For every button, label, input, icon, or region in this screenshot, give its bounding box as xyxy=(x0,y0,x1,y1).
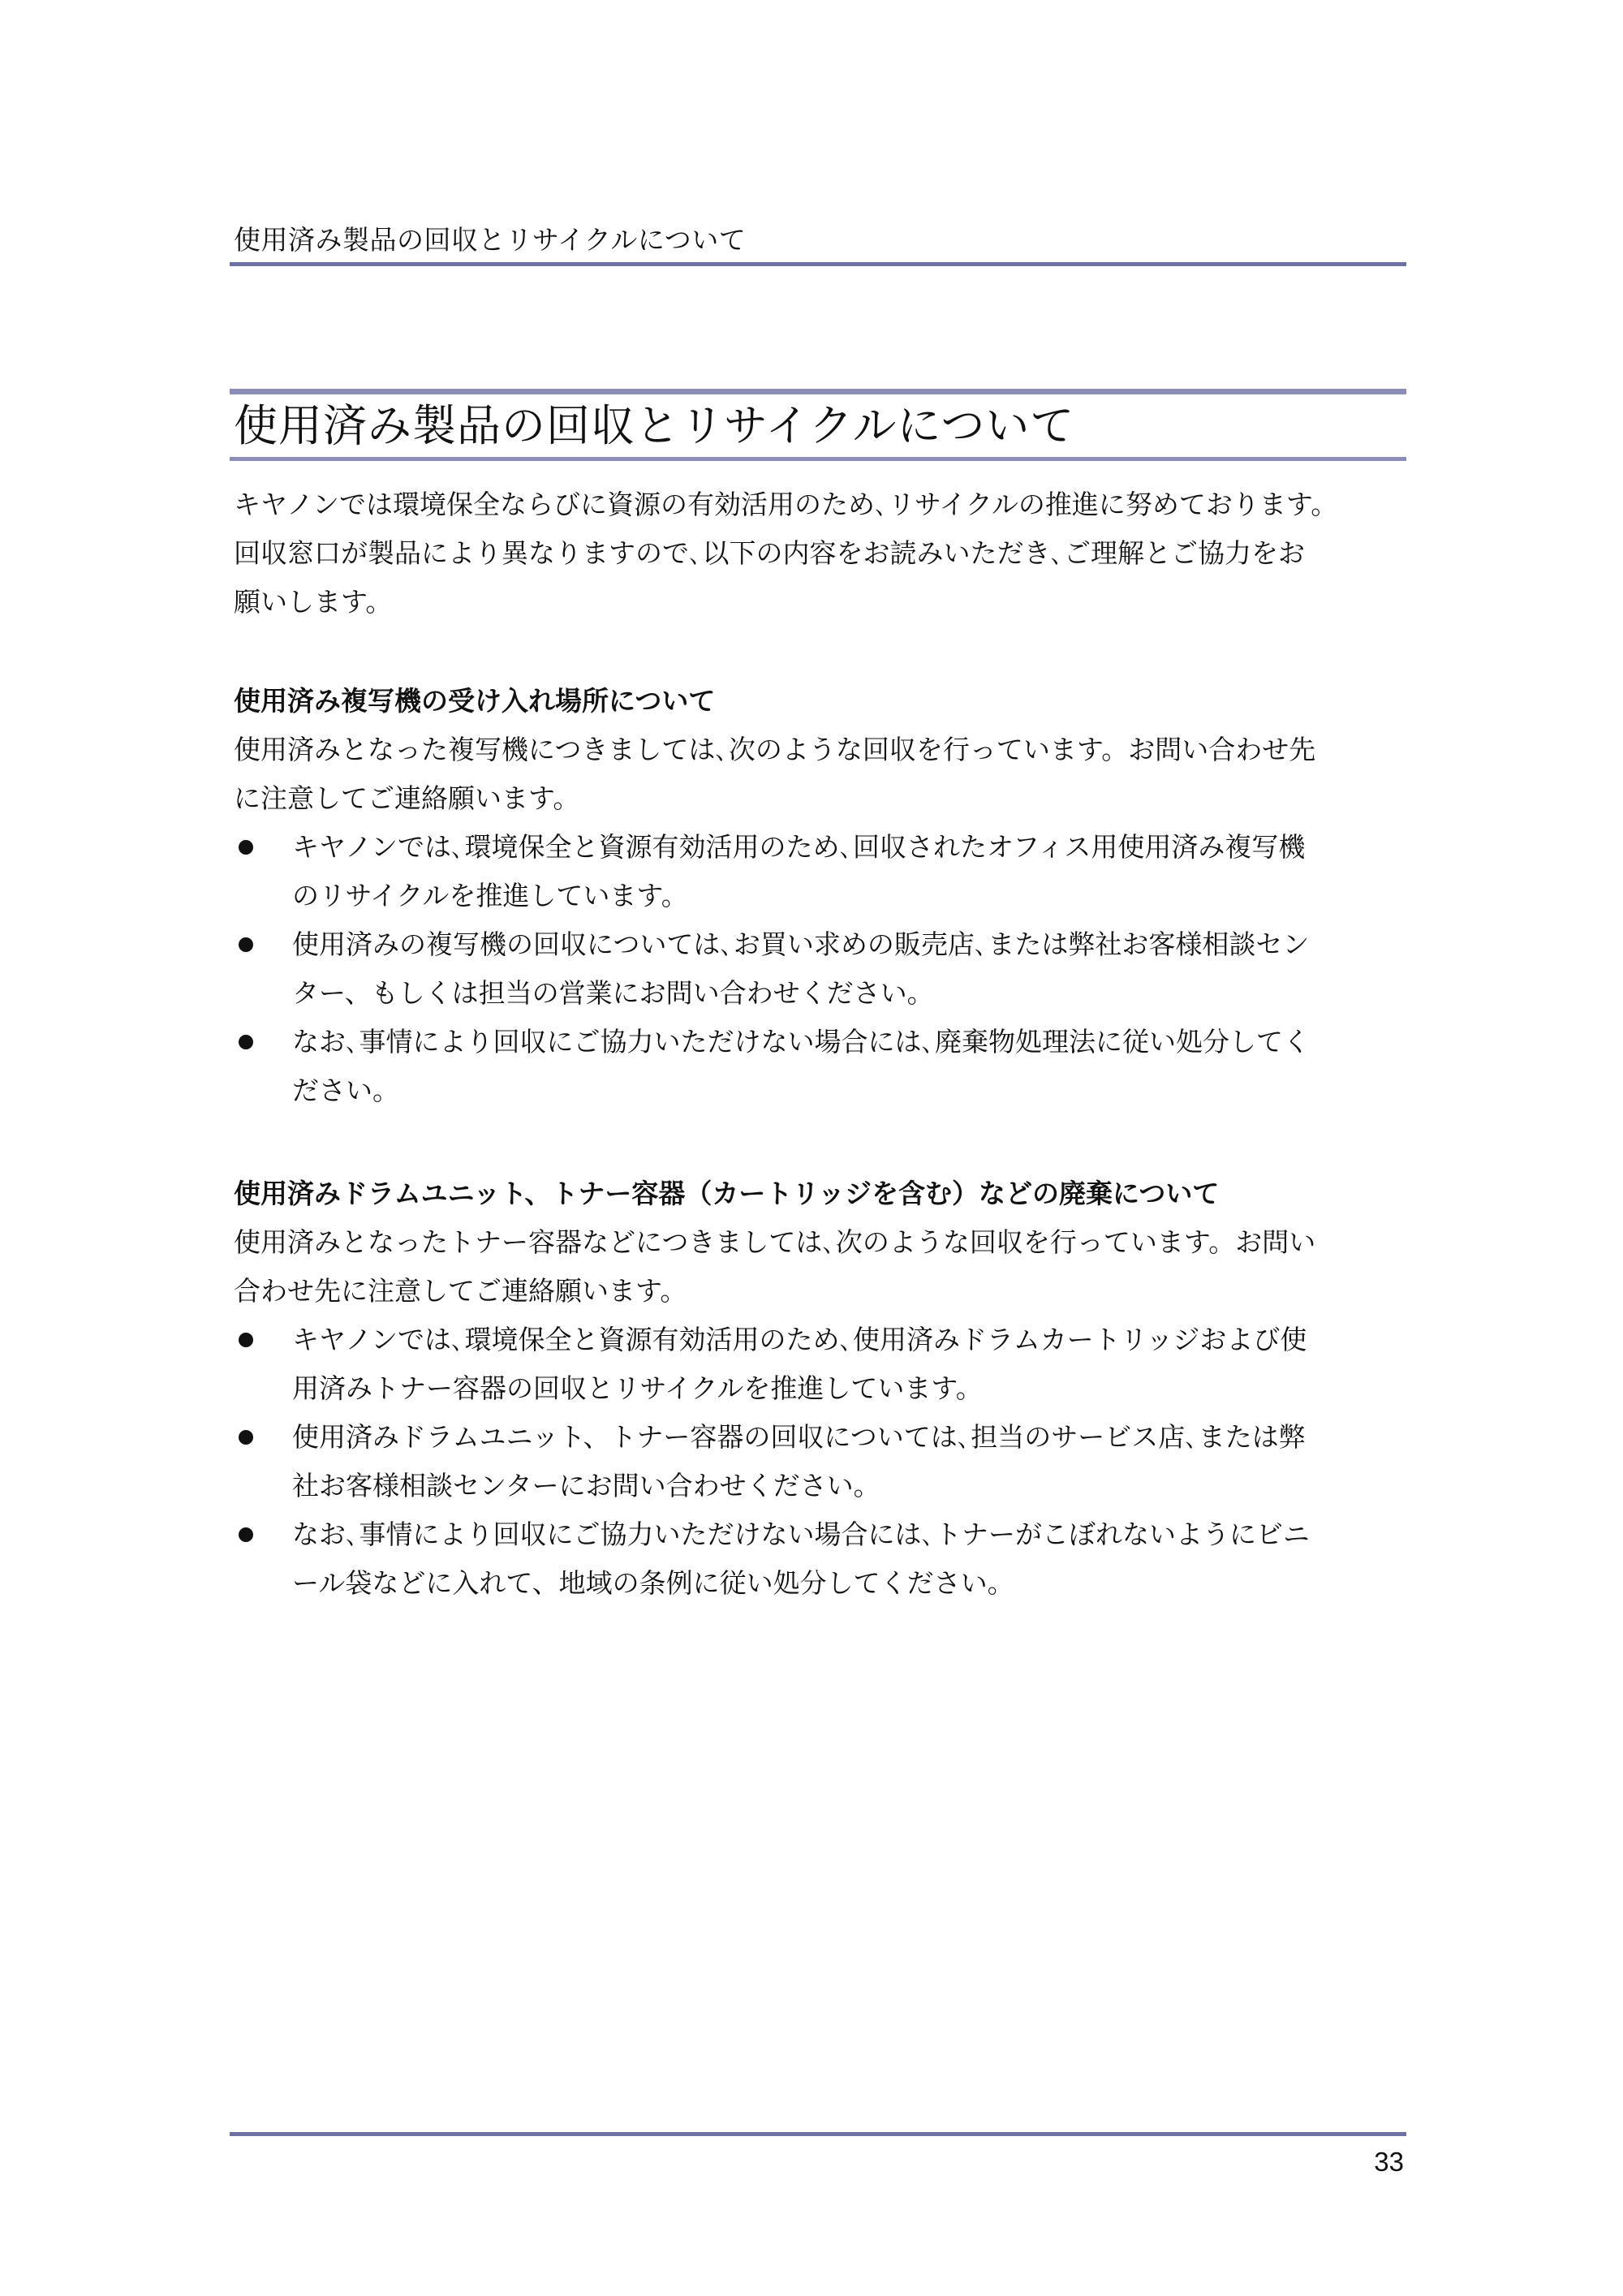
toner-section xyxy=(234,1170,1419,1608)
title-top-rule xyxy=(230,389,1406,394)
page-number: 33 xyxy=(1374,2147,1404,2177)
header-rule xyxy=(230,262,1406,266)
copier-section xyxy=(234,677,1419,1115)
bullet-list xyxy=(234,1316,1419,1608)
section-heading: 使用済みドラムユニット、トナー容器（カートリッジを含む）などの廃棄について xyxy=(234,1178,1220,1209)
running-header: 使用済み製品の回収とリサイクルについて xyxy=(234,224,747,256)
bullet-item xyxy=(234,823,1419,920)
section-paragraph xyxy=(234,726,1419,823)
bullet-item xyxy=(234,920,1419,1018)
bullet-item xyxy=(234,1316,1419,1413)
bullet-dot-icon xyxy=(239,840,253,855)
section-heading: 使用済み複写機の受け入れ場所について xyxy=(234,685,716,717)
bullet-item xyxy=(234,1018,1419,1115)
bullet-dot-icon xyxy=(239,1333,253,1347)
paragraph-line: に注意してご連絡願います。 xyxy=(234,782,580,814)
bullet-line: キヤノンでは､環境保全と資源有効活用のため､回収されたオフィス用使用済み複写機 xyxy=(292,831,1306,863)
bullet-line: キヤノンでは､環境保全と資源有効活用のため､使用済みドラムカートリッジおよび使 xyxy=(292,1324,1307,1355)
intro-line: 願いします。 xyxy=(234,586,393,618)
bullet-dot-icon xyxy=(239,937,253,952)
bullet-dot-icon xyxy=(239,1527,253,1542)
footer-rule xyxy=(230,2132,1406,2136)
section-paragraph xyxy=(234,1218,1419,1316)
bullet-line: ール袋などに入れて、地域の条例に従い処分してください。 xyxy=(292,1567,1014,1599)
page-title: 使用済み製品の回収とリサイクルについて xyxy=(234,400,1075,451)
bullet-line: ター、もしくは担当の営業にお問い合わせください。 xyxy=(292,977,934,1009)
intro-paragraph xyxy=(234,480,1337,627)
bullet-line: ださい。 xyxy=(292,1075,399,1106)
bullet-line: なお､事情により回収にご協力いただけない場合には､トナーがこぼれないようにビニ xyxy=(292,1518,1310,1550)
bullet-line: 使用済みドラムユニット、トナー容器の回収については､担当のサービス店､または弊 xyxy=(292,1421,1306,1453)
title-bottom-rule xyxy=(230,457,1406,461)
bullet-list xyxy=(234,823,1419,1115)
bullet-line: なお､事情により回収にご協力いただけない場合には､廃棄物処理法に従い処分してく xyxy=(292,1026,1310,1058)
paragraph-line: 使用済みとなった複写機につきましては､次のような回収を行っています。お問い合わせ先 xyxy=(234,734,1316,765)
bullet-line: のリサイクルを推進しています。 xyxy=(292,880,688,911)
bullet-line: 用済みトナー容器の回収とリサイクルを推進しています。 xyxy=(292,1372,983,1404)
bullet-item xyxy=(234,1413,1419,1510)
bullet-item xyxy=(234,1510,1419,1608)
bullet-line: 社お客様相談センターにお問い合わせください。 xyxy=(292,1470,880,1501)
paragraph-line: 使用済みとなったトナー容器などにつきましては､次のような回収を行っています。お問い xyxy=(234,1226,1316,1258)
bullet-line: 使用済みの複写機の回収については､お買い求めの販売店､または弊社お客様相談セン xyxy=(292,928,1310,960)
intro-line: 回収窓口が製品により異なりますので､以下の内容をお読みいただき､ご理解とご協力をお xyxy=(234,537,1305,569)
bullet-dot-icon xyxy=(239,1430,253,1445)
paragraph-line: 合わせ先に注意してご連絡願います。 xyxy=(234,1275,687,1307)
bullet-dot-icon xyxy=(239,1035,253,1049)
intro-line: キヤノンでは環境保全ならびに資源の有効活用のため､リサイクルの推進に努めております。 xyxy=(234,489,1338,520)
